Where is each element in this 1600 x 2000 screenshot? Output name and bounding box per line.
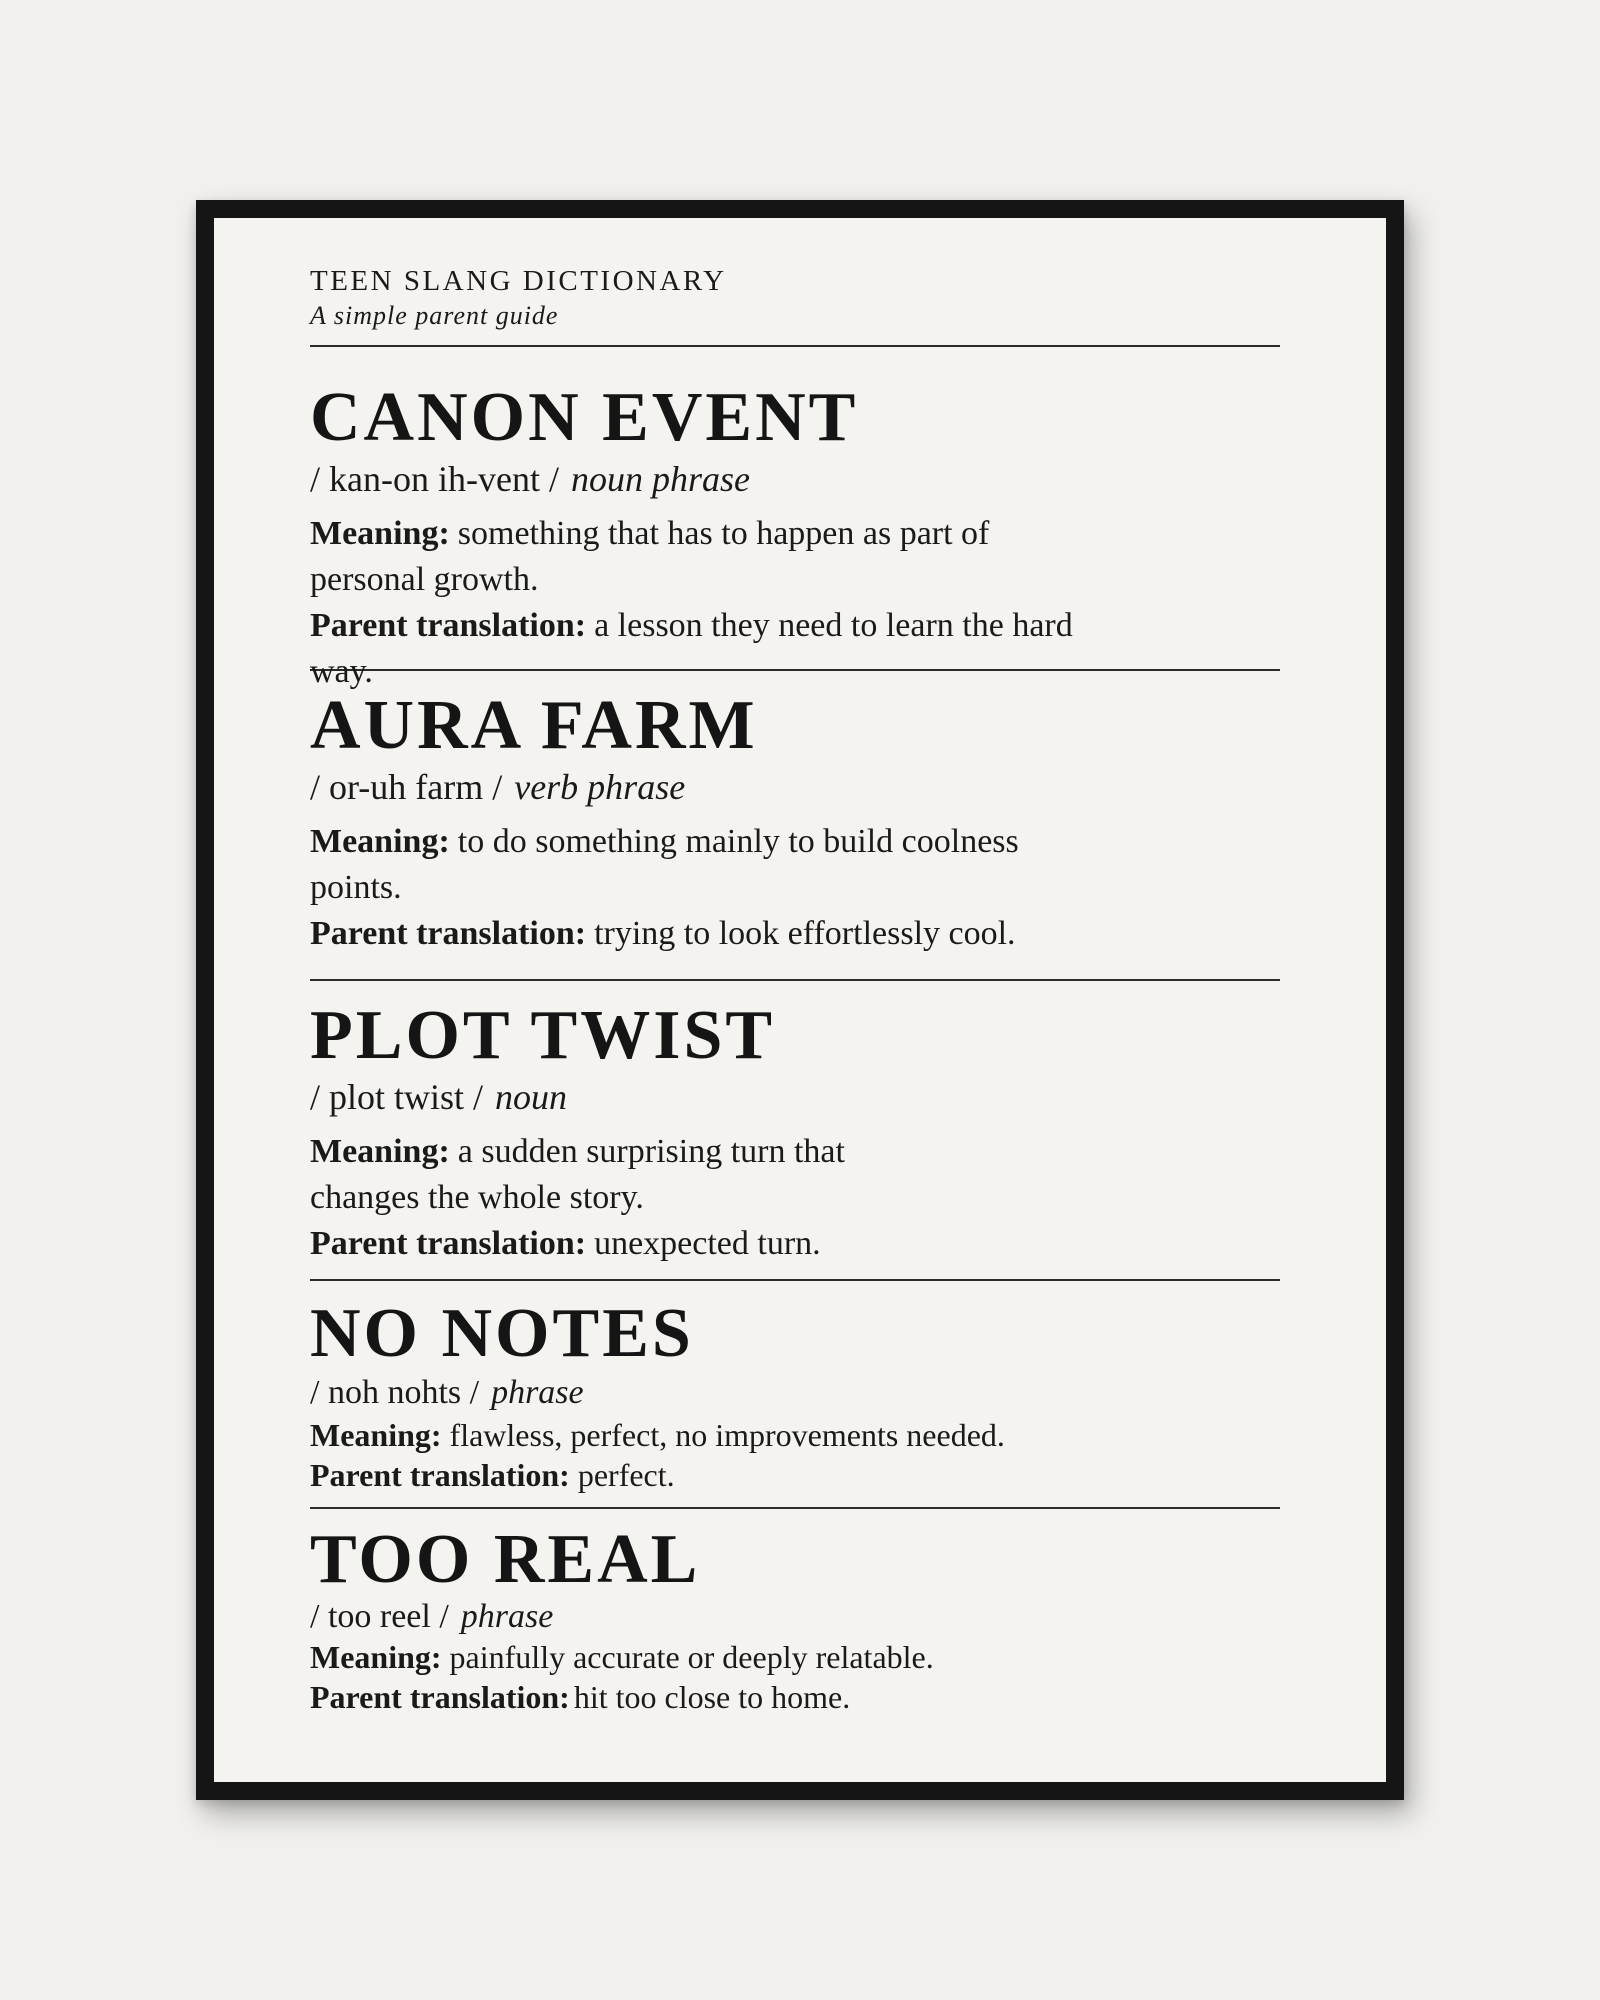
parent-translation-text: trying to look effortlessly cool. [594,915,1016,952]
pronunciation-text: / or-uh farm / [310,767,503,807]
entry-plot-twist [310,981,1280,1279]
entry-term: AURA FARM [310,687,758,764]
entry-meaning [310,819,1090,911]
entry-canon-event [310,347,1280,690]
entry-pronunciation [310,1373,1280,1413]
entry-parent-translation [310,1677,1250,1717]
entry-pronunciation [310,765,1280,809]
meaning-text: a sudden surprising turn that changes the whole story. [310,1133,845,1216]
page-title: TEEN SLANG DICTIONARY [310,265,727,297]
parent-translation-text: hit too close to home. [573,1679,851,1715]
parent-translation-label: Parent translation: [310,607,587,644]
meaning-text: something that has to happen as part of personal growth. [310,515,990,598]
entry-pronunciation [310,1075,1280,1119]
parent-translation-label: Parent translation: [310,915,587,952]
page-subtitle: A simple parent guide [310,301,559,330]
meaning-text: flawless, perfect, no improvements needed. [449,1417,1005,1453]
meaning-label: Meaning: [310,1417,442,1453]
entry-meaning [310,1637,1250,1677]
meaning-label: Meaning: [310,515,450,552]
pronunciation-text: / plot twist / [310,1077,484,1117]
part-of-speech: phrase [460,1598,554,1635]
entry-too-real [310,1509,1280,1717]
part-of-speech: noun [495,1077,568,1117]
entry-term: TOO REAL [310,1521,701,1598]
parent-translation-label: Parent translation: [310,1679,570,1715]
meaning-label: Meaning: [310,1133,450,1170]
entry-pronunciation [310,1597,1280,1637]
poster-content [310,263,1280,1717]
part-of-speech: phrase [491,1374,584,1411]
entry-parent-translation [310,1221,1090,1267]
parent-translation-label: Parent translation: [310,1225,587,1262]
parent-translation-text: perfect. [577,1457,675,1493]
poster-frame [196,200,1404,1800]
entry-meaning [310,1129,950,1221]
meaning-label: Meaning: [310,1639,442,1675]
part-of-speech: noun phrase [570,459,750,499]
entry-term: CANON EVENT [310,379,859,456]
entry-term: PLOT TWIST [310,997,776,1074]
pronunciation-text: / too reel / [310,1598,449,1635]
parent-translation-text: a lesson they need to learn the hard way. [310,607,1073,690]
meaning-text: painfully accurate or deeply relatable. [449,1639,934,1675]
parent-translation-label: Parent translation: [310,1457,570,1493]
entry-parent-translation [310,1455,1250,1495]
pronunciation-text: / kan-on ih-vent / [310,459,559,499]
entry-parent-translation [310,911,1250,957]
entry-term: NO NOTES [310,1295,694,1372]
entry-meaning [310,511,1090,603]
entry-aura-farm [310,671,1280,979]
meaning-label: Meaning: [310,823,450,860]
poster-paper [214,218,1386,1782]
meaning-text: to do something mainly to build coolness points. [310,823,1019,906]
parent-translation-text: unexpected turn. [594,1225,821,1262]
part-of-speech: verb phrase [514,767,686,807]
pronunciation-text: / noh nohts / [310,1374,480,1411]
entry-no-notes [310,1281,1280,1507]
entry-pronunciation [310,457,1280,501]
entry-meaning [310,1415,1250,1455]
